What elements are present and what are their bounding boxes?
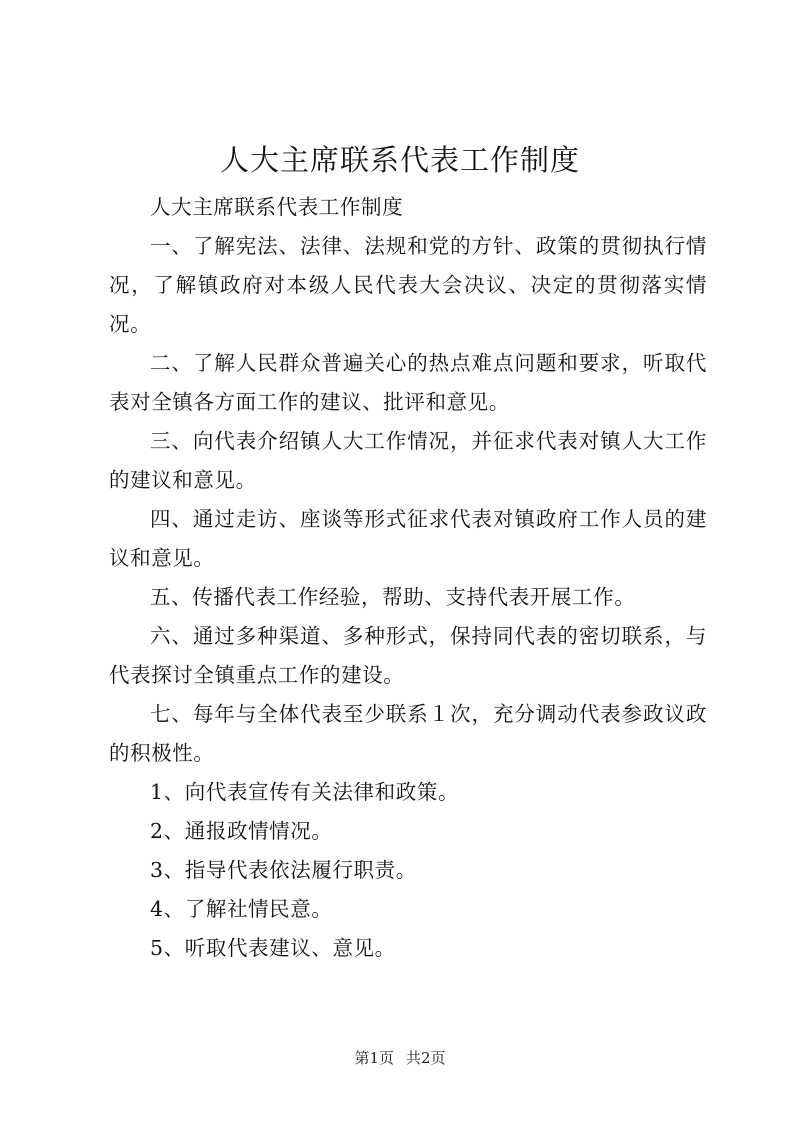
paragraph-item-3: 三、向代表介绍镇人大工作情况，并征求代表对镇人大工作的建议和意见。 [109,429,707,492]
paragraph-item-1: 一、了解宪法、法律、法规和党的方针、政策的贯彻执行情况，了解镇政府对本级人民代表大会决议、决定的贯彻落实情况。 [109,234,707,336]
paragraph-subitem-2: 2、通报政情情况。 [150,819,333,843]
paragraph-item-5: 五、传播代表工作经验，帮助、支持代表开展工作。 [150,585,636,609]
page-footer [0,1048,800,1068]
paragraph-subitem-3: 3、指导代表依法履行职责。 [150,858,417,882]
paragraph-subitem-1: 1、向代表宣传有关法律和政策。 [150,780,460,804]
paragraph-item-6: 六、通过多种渠道、多种形式，保持同代表的密切联系，与代表探讨全镇重点工作的建设。 [109,624,707,687]
paragraph-subitem-5: 5、听取代表建议、意见。 [150,936,396,960]
paragraph-item-7: 七、每年与全体代表至少联系１次，充分调动代表参政议政的积极性。 [109,702,707,765]
paragraph-subitem-4: 4、了解社情民意。 [150,897,333,921]
document-body [109,188,707,968]
document-title: 人大主席联系代表工作制度 [219,143,580,177]
page-number: 第1页 [354,1049,394,1067]
paragraph-item-2: 二、了解人民群众普遍关心的热点难点问题和要求，听取代表对全镇各方面工作的建议、批评和意见。 [109,351,707,414]
paragraph-heading: 人大主席联系代表工作制度 [150,195,404,219]
paragraph-item-4: 四、通过走访、座谈等形式征求代表对镇政府工作人员的建议和意见。 [109,507,707,570]
page-total: 共2页 [406,1049,446,1067]
